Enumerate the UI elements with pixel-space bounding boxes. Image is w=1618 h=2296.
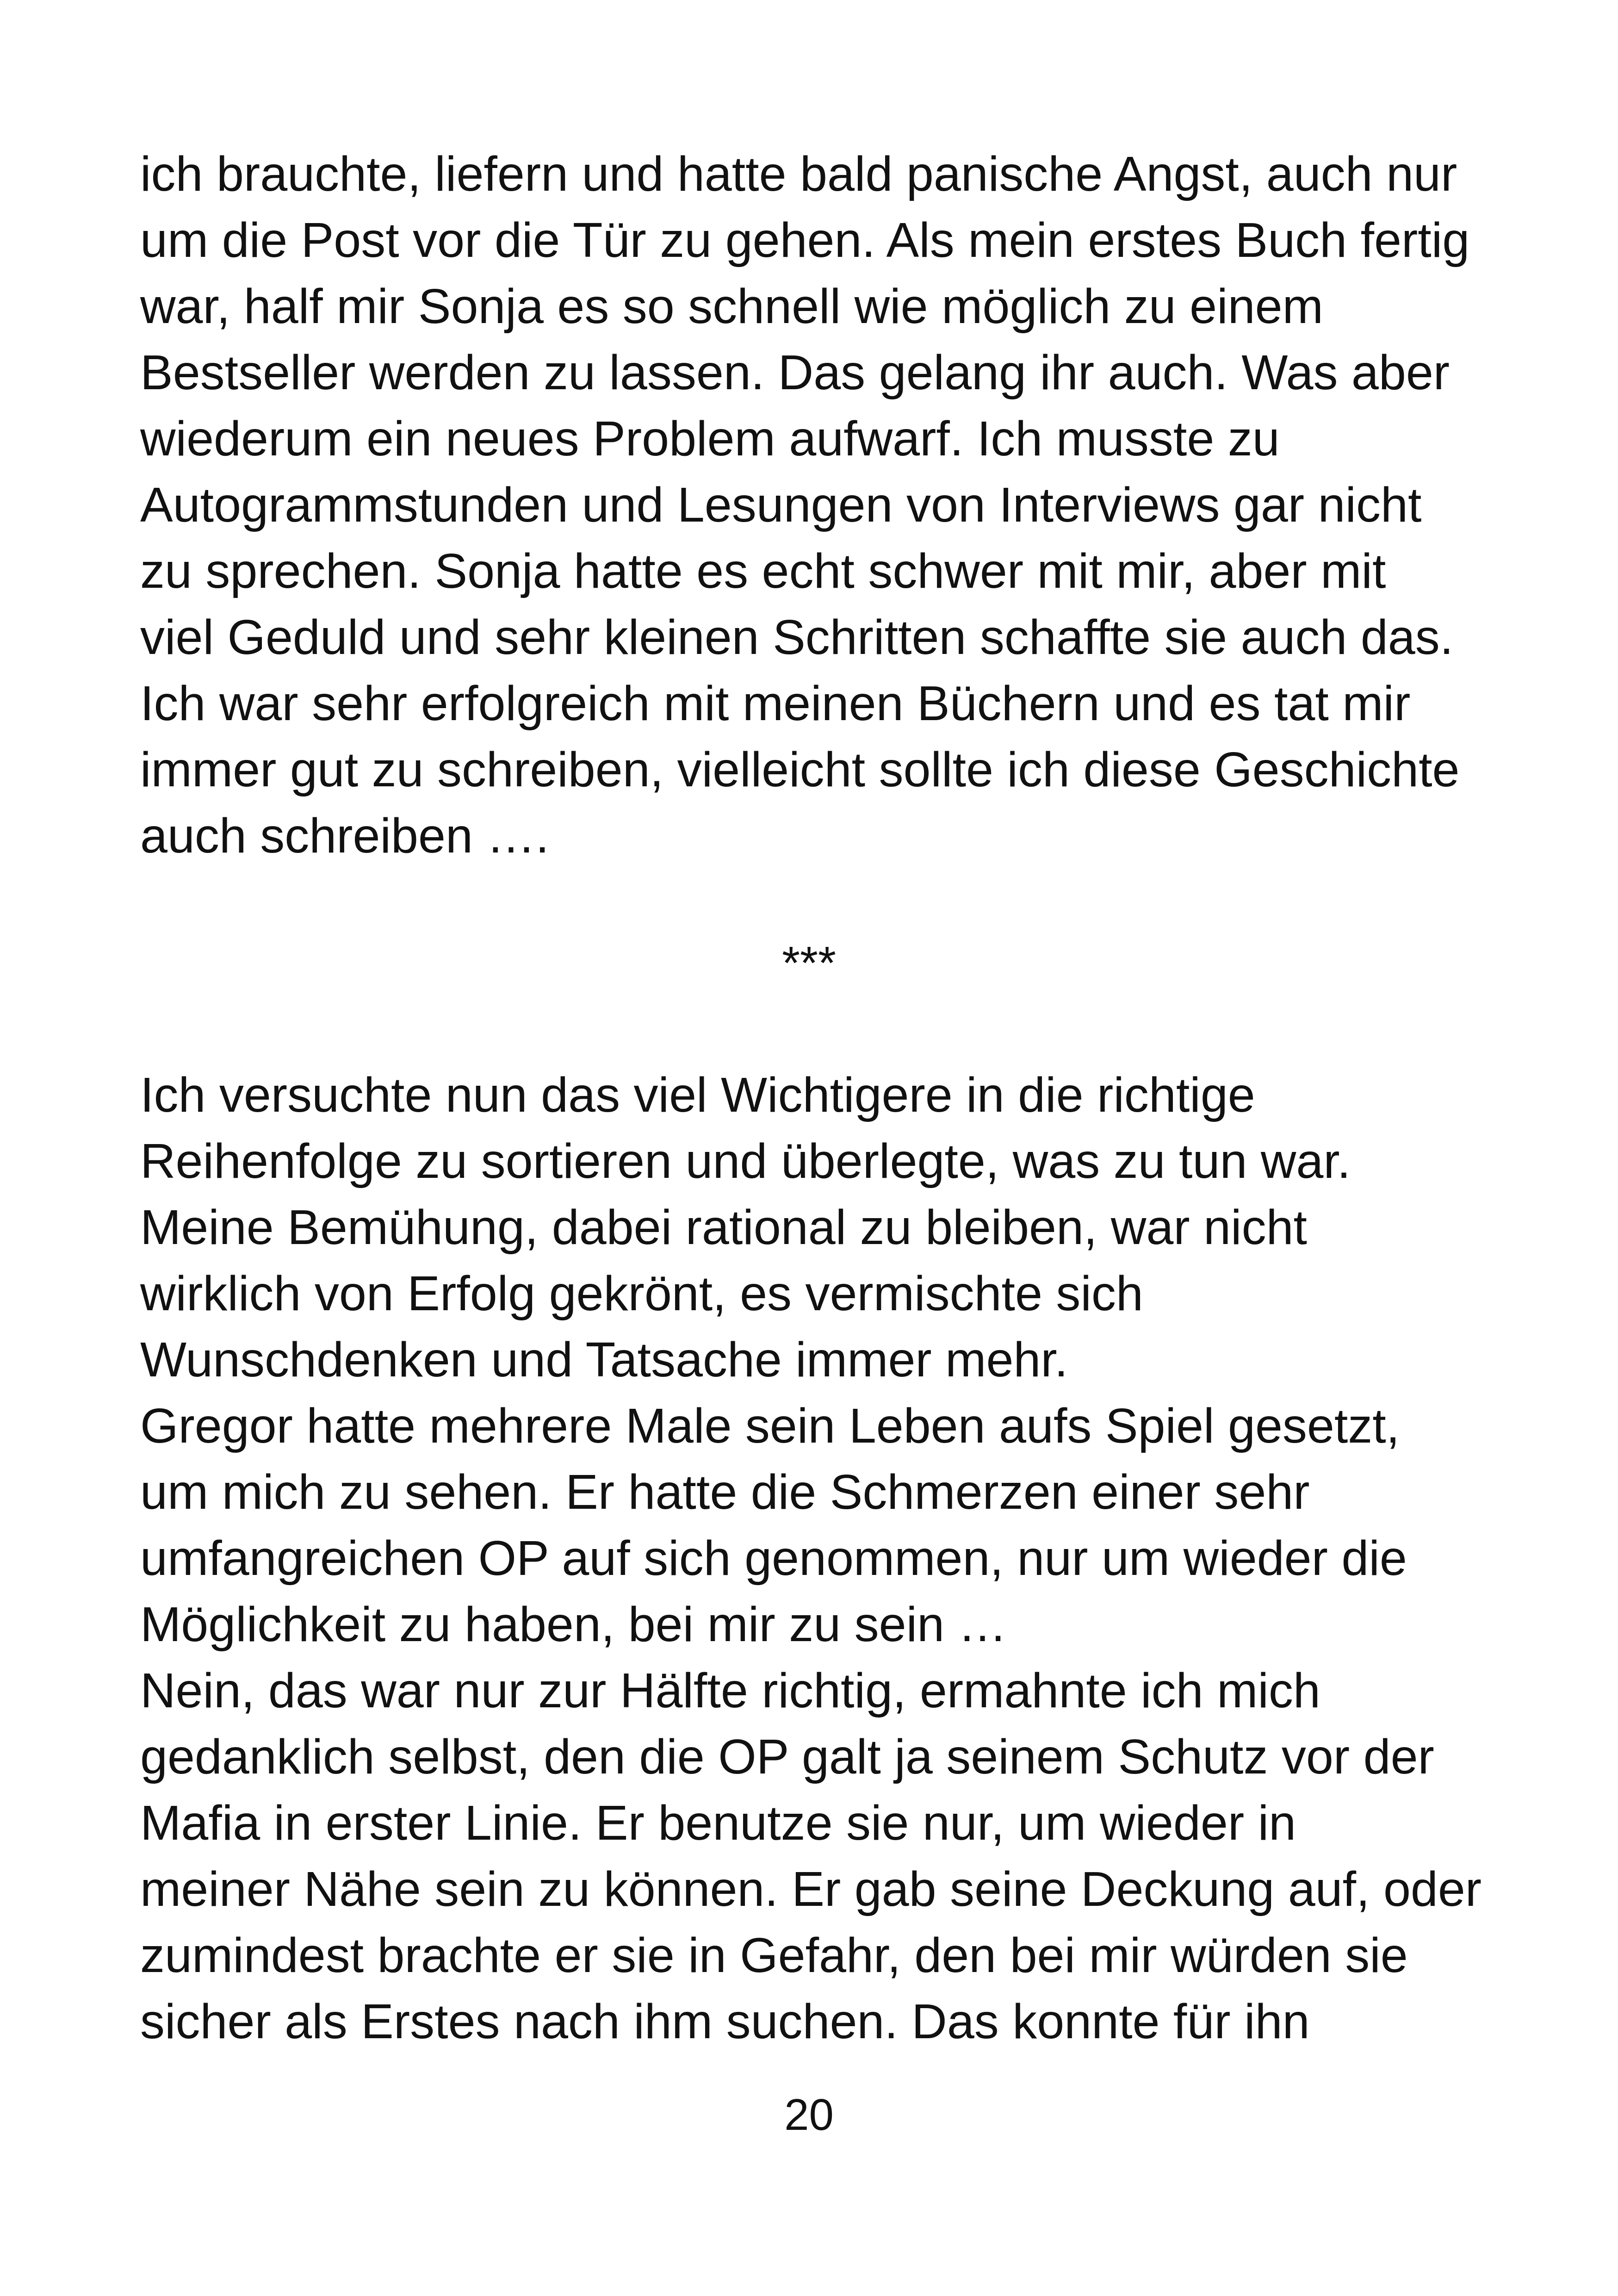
text-line: Meine Bemühung, dabei rational zu bleiben, war nicht [140,1200,1308,1255]
text-line: auch schreiben …. [140,809,549,863]
text-line: zu sprechen. Sonja hatte es echt schwer mit mir, aber mit [140,544,1386,598]
paragraph-2 [140,1062,1510,2055]
text-line: wiederum ein neues Problem aufwarf. Ich musste zu [140,411,1280,466]
text-line: um mich zu sehen. Er hatte die Schmerzen einer sehr [140,1465,1310,1519]
text-line: meiner Nähe sein zu können. Er gab seine Deckung auf, oder [140,1862,1482,1916]
text-line: war, half mir Sonja es so schnell wie möglich zu einem [140,279,1323,334]
text-line: Ich war sehr erfolgreich mit meinen Büchern und es tat mir [140,676,1411,731]
text-line: Ich versuchte nun das viel Wichtigere in die richtige [140,1068,1255,1122]
text-line: Möglichkeit zu haben, bei mir zu sein … [140,1597,1007,1652]
text-line: sicher als Erstes nach ihm suchen. Das konnte für ihn [140,1994,1310,2049]
section-separator: *** [782,937,836,989]
paragraph-1 [140,141,1510,869]
text-line: Reihenfolge zu sortieren und überlegte, was zu tun war. [140,1134,1351,1188]
text-line: Nein, das war nur zur Hälfte richtig, ermahnte ich mich [140,1663,1320,1718]
text-line: um die Post vor die Tür zu gehen. Als mein erstes Buch fertig [140,213,1470,268]
text-line: Wunschdenken und Tatsache immer mehr. [140,1332,1068,1387]
text-line: Mafia in erster Linie. Er benutze sie nur, um wieder in [140,1796,1296,1850]
text-line: Gregor hatte mehrere Male sein Leben aufs Spiel gesetzt, [140,1399,1400,1453]
text-line: zumindest brachte er sie in Gefahr, den bei mir würden sie [140,1928,1408,1983]
text-line: gedanklich selbst, den die OP galt ja seinem Schutz vor der [140,1730,1434,1784]
text-line: immer gut zu schreiben, vielleicht sollte ich diese Geschichte [140,742,1460,797]
text-line: Autogrammstunden und Lesungen von Interviews gar nicht [140,478,1422,532]
text-line: umfangreichen OP auf sich genommen, nur um wieder die [140,1531,1407,1586]
page-number: 20 [784,2090,834,2140]
text-line: viel Geduld und sehr kleinen Schritten schaffte sie auch das. [140,610,1454,665]
text-line: ich brauchte, liefern und hatte bald panische Angst, auch nur [140,147,1457,201]
text-line: wirklich von Erfolg gekrönt, es vermischte sich [140,1266,1143,1321]
text-line: Bestseller werden zu lassen. Das gelang ihr auch. Was aber [140,345,1450,400]
